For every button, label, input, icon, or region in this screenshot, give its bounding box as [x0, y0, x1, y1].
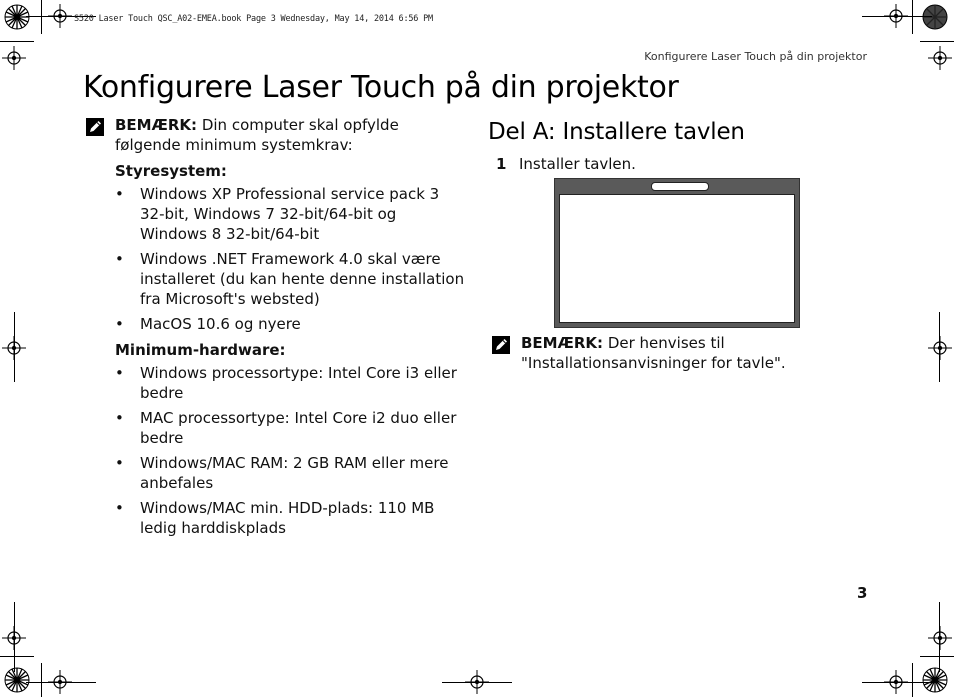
bullet: • [115, 409, 124, 427]
registration-crosshair-icon [2, 46, 26, 70]
starburst-target-icon [4, 4, 30, 30]
section-title: Del A: Installere tavlen [488, 119, 745, 145]
trim-line [14, 602, 15, 672]
list-item [115, 498, 466, 538]
bullet: • [115, 250, 124, 268]
registration-crosshair-icon [928, 626, 952, 650]
note-label: BEMÆRK: [115, 116, 198, 134]
starburst-target-icon [922, 667, 948, 693]
list-item-text: Windows processortype: Intel Core i3 eller bedre [140, 364, 457, 402]
trim-line [0, 41, 34, 42]
trim-line [939, 602, 940, 672]
page-number: 3 [857, 584, 868, 602]
list-item-text: MacOS 10.6 og nyere [140, 315, 301, 333]
list-item-text: Windows/MAC min. HDD-plads: 110 MB ledig harddiskplads [140, 499, 435, 537]
hardware-list [115, 363, 466, 538]
starburst-target-icon [4, 667, 30, 693]
trim-line [26, 682, 96, 683]
note-text [115, 115, 466, 155]
trim-line [912, 663, 913, 697]
page-title: Konfigurere Laser Touch på din projektor [83, 70, 679, 105]
bullet: • [115, 315, 124, 333]
left-column [86, 115, 466, 543]
step-item [496, 154, 818, 174]
list-item [115, 363, 466, 403]
registration-crosshair-icon [928, 46, 952, 70]
list-item-text: Windows .NET Framework 4.0 skal være installeret (du kan hente denne installation fra Microsoft's websted) [140, 250, 465, 308]
note-body: Din computer skal opfylde følgende minimum systemkrav: [115, 116, 399, 154]
system-requirements-note [86, 115, 466, 155]
bullet: • [115, 185, 124, 203]
list-item [115, 314, 466, 334]
bullet: • [115, 454, 124, 472]
step-number: 1 [496, 155, 507, 173]
note-pencil-icon [492, 336, 510, 354]
trim-line [442, 682, 512, 683]
trim-line [41, 0, 42, 34]
board-mount-bracket [651, 182, 709, 191]
trim-line [14, 312, 15, 382]
list-item [115, 249, 466, 309]
running-head: Konfigurere Laser Touch på din projektor [644, 50, 867, 63]
registration-crosshair-icon [928, 336, 952, 360]
whiteboard-illustration [554, 178, 800, 328]
installation-note [492, 333, 822, 373]
note-pencil-icon [86, 118, 104, 136]
os-list [115, 184, 466, 334]
list-item [115, 453, 466, 493]
print-slug: S520 Laser Touch QSC_A02-EMEA.book Page 3 Wednesday, May 14, 2014 6:56 PM [74, 14, 433, 24]
trim-line [862, 16, 932, 17]
trim-line [0, 656, 34, 657]
note-body: Der henvises til "Installationsanvisninger for tavle". [521, 334, 786, 372]
trim-line [41, 663, 42, 697]
right-column [488, 118, 818, 174]
trim-line [862, 682, 932, 683]
note-label: BEMÆRK: [521, 334, 604, 352]
list-item [115, 408, 466, 448]
note-text [521, 333, 822, 373]
list-item-text: Windows XP Professional service pack 3 32-bit, Windows 7 32-bit/64-bit og Windows 8 32-bit/64-bit [140, 185, 440, 243]
starburst-target-icon [922, 4, 948, 30]
hardware-heading: Minimum-hardware: [115, 341, 286, 359]
bullet: • [115, 364, 124, 382]
bullet: • [115, 499, 124, 517]
trim-line [920, 656, 954, 657]
step-text: Installer tavlen. [519, 155, 636, 173]
list-item [115, 184, 466, 244]
list-item-text: Windows/MAC RAM: 2 GB RAM eller mere anbefales [140, 454, 449, 492]
trim-line [912, 0, 913, 34]
list-item-text: MAC processortype: Intel Core i2 duo eller bedre [140, 409, 457, 447]
trim-line [939, 312, 940, 382]
os-heading: Styresystem: [115, 162, 227, 180]
trim-line [920, 41, 954, 42]
board-surface [559, 194, 795, 323]
